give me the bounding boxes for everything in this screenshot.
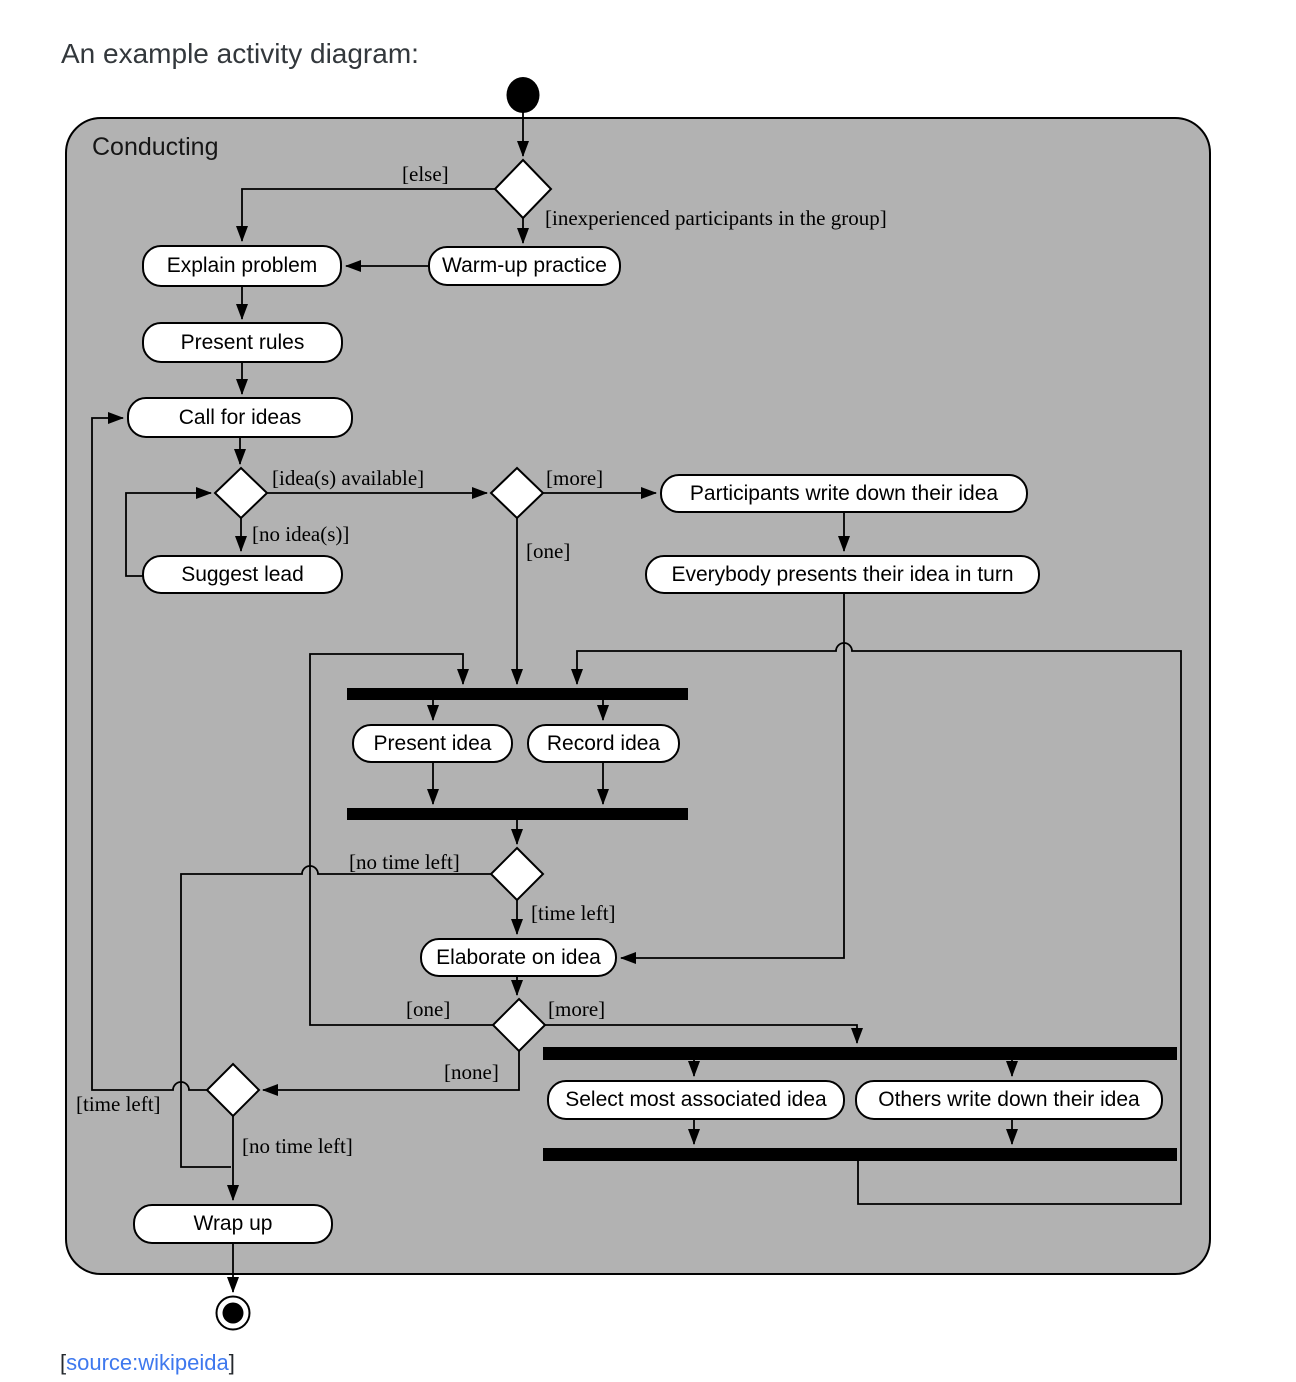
guard-no-time-left-mid: [no time left] [349,850,460,874]
decision-one-more-none [493,999,545,1051]
node-call-for-ideas: Call for ideas [127,397,353,438]
decision-time-mid [491,848,543,900]
node-explain-problem: Explain problem [142,245,342,287]
node-suggest-lead: Suggest lead [142,555,343,594]
frame-label: Conducting [92,133,219,161]
node-everybody-presents: Everybody presents their idea in turn [645,555,1040,594]
fork-bar-1 [347,688,688,700]
guard-one-bottom: [one] [406,997,451,1021]
node-present-idea: Present idea [352,724,513,763]
page-title: An example activity diagram: [61,38,419,69]
node-wrap-up: Wrap up [133,1204,333,1244]
node-select-most-associated: Select most associated idea [547,1080,845,1120]
source-line [60,1350,235,1376]
node-warm-up-practice: Warm-up practice [428,246,621,286]
join-bar-1 [347,808,688,820]
guard-ideas-available: [idea(s) available] [272,466,425,490]
edge-everybody-elaborate [621,594,844,958]
guard-time-left-bottom: [time left] [76,1092,161,1116]
guard-no-time-left-bottom: [no time left] [242,1134,353,1158]
guard-more-top: [more] [546,466,604,490]
node-present-rules: Present rules [142,322,343,363]
guard-one-top: [one] [526,539,571,563]
node-participants-write: Participants write down their idea [660,474,1028,513]
node-elaborate-on-idea: Elaborate on idea [420,938,617,977]
fork-bar-2 [543,1047,1177,1060]
initial-node [507,77,540,113]
guard-none: [none] [444,1060,499,1084]
guard-more-bottom: [more] [548,997,606,1021]
guard-no-ideas: [no idea(s)] [252,522,350,546]
edge-time-left-bottom [92,418,207,1090]
node-record-idea: Record idea [527,724,680,763]
guard-inexperienced: [inexperienced participants in the group] [545,206,887,230]
source-link[interactable]: source:wikipeida [66,1350,229,1375]
guard-else: [else] [402,162,449,186]
decision-time-bottom [207,1064,259,1116]
edge-else [242,189,495,241]
source-bracket-open: [ [60,1350,67,1375]
join-bar-2 [543,1148,1177,1161]
source-bracket-close: ] [228,1350,235,1375]
edge-more-bottom [545,1025,857,1043]
decision-more-one [491,468,543,518]
final-node-inner [223,1303,244,1324]
node-others-write-down: Others write down their idea [855,1080,1163,1120]
decision-ideas [215,468,267,518]
decision-experience [495,160,551,218]
guard-time-left-mid: [time left] [531,901,616,925]
